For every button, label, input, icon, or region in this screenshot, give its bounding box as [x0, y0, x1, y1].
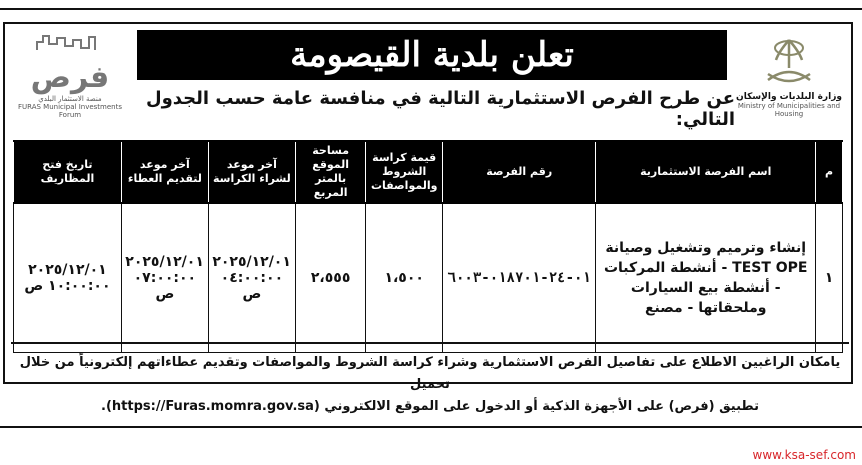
subtitle: عن طرح الفرص الاستثمارية التالية في منافسة عامة حسب الجدول التالي:: [145, 88, 735, 130]
site-area: ٢،٥٥٥: [295, 203, 365, 353]
column-header: آخر موعد لتقديم العطاء: [121, 141, 208, 203]
column-header: آخر موعد لشراء الكراسة: [208, 141, 295, 203]
column-header: قيمة كراسة الشروط والمواصفات: [366, 141, 443, 203]
booklet-price: ١،٥٠٠: [366, 203, 443, 353]
bottom-rule: [0, 426, 862, 428]
table-header-row: [14, 141, 843, 203]
opportunity-name: إنشاء وترميم وتشغيل وصيانة TEST OPE - أنشطة المركبات - أنشطة بيع السيارات وملحقاتها - مصنع: [596, 203, 816, 353]
column-header: رقم الفرصة: [443, 141, 596, 203]
furas-logo: [11, 34, 129, 134]
ministry-name-en: Ministry of Municipalities and Housing: [737, 102, 841, 118]
footer-line-2: تطبيق (فرص) على الأجهزة الذكية أو الدخول على الموقع الالكتروني (https://Furas.momra.gov.sa).: [101, 399, 759, 414]
ministry-logo: [733, 34, 845, 132]
furas-tagline-en: FURAS Municipal Investments Forum: [17, 103, 123, 119]
bid-deadline: ٢٠٢٥/١٢/٠١ ٠٧:٠٠:٠٠ ص: [121, 203, 208, 353]
furas-wordmark: فرص: [30, 60, 110, 95]
watermark-link[interactable]: www.ksa-sef.com: [752, 448, 856, 462]
column-header: مساحة الموقع بالمتر المربع: [295, 141, 365, 203]
palm-swords-emblem-icon: [760, 34, 818, 90]
opportunities-table: [13, 140, 843, 353]
advertisement-box: [3, 22, 853, 414]
column-header: تاريخ فتح المظاريف: [14, 141, 122, 203]
column-header: اسم الفرصة الاستثمارية: [596, 141, 816, 203]
skyline-icon: [35, 34, 105, 52]
footer-notice: [11, 342, 849, 418]
ministry-name-ar: وزارة البلديات والإسكان: [736, 92, 842, 102]
opportunity-number: ٠١-٢٤-٠١٨٧٠١-٦٠٠٣: [443, 203, 596, 353]
envelope-opening-date: ٢٠٢٥/١٢/٠١ ١٠:٠٠:٠٠ ص: [14, 203, 122, 353]
purchase-deadline: ٢٠٢٥/١٢/٠١ ٠٤:٠٠:٠٠ ص: [208, 203, 295, 353]
table-row: [14, 203, 843, 353]
footer-line-1: يامكان الراغبين الاطلاع على تفاصيل الفرص الاستثمارية وشراء كراسة الشروط والمواصفات وتقديم عطاءاتهم إلكترونياً من خلال تحميل: [19, 355, 841, 392]
column-header: م: [816, 141, 843, 203]
page-title: تعلن بلدية القيصومة: [137, 30, 727, 80]
top-rule: [0, 8, 862, 10]
furas-tagline-ar: منصة الاستثمار البلدي: [38, 95, 102, 103]
row-index: ١: [816, 203, 843, 353]
